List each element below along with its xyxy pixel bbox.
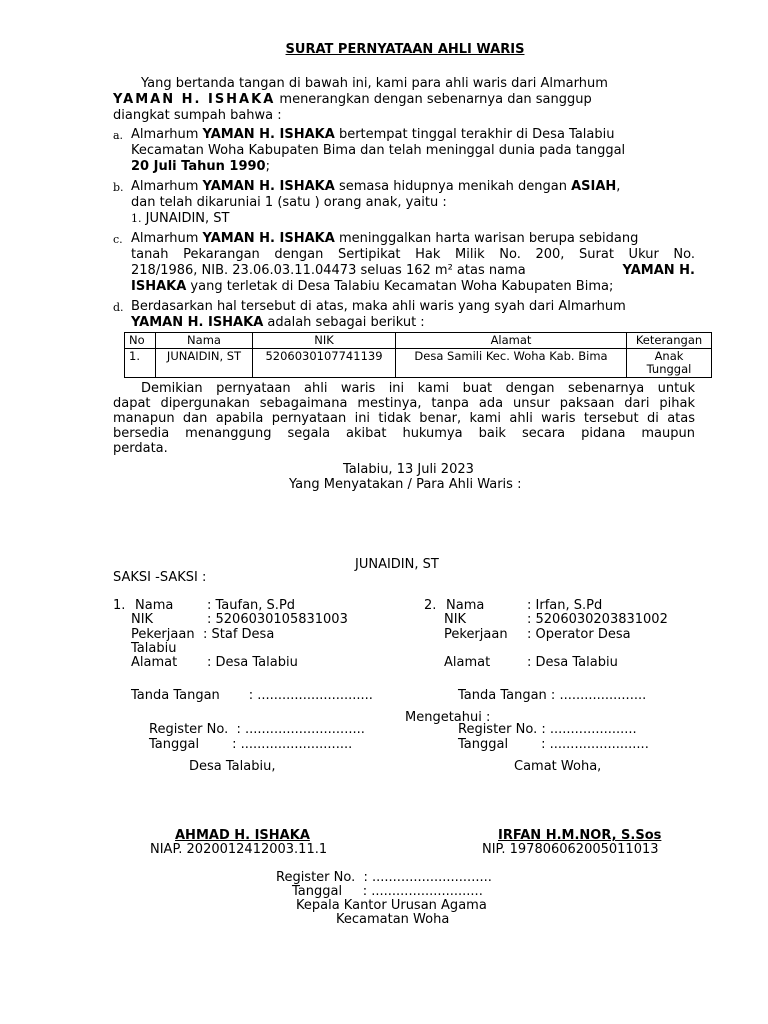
intro-text-2: menerangkan dengan sebenarnya dan sanggup — [279, 92, 592, 107]
table-cell-alamat: Desa Samili Kec. Woha Kab. Bima — [396, 349, 627, 378]
witness2-alamat-label: Alamat — [444, 655, 491, 670]
witness2-alamat: : Desa Talabiu — [527, 655, 618, 670]
mengetahui-label: Mengetahui : — [405, 710, 491, 725]
table-header: Alamat — [396, 333, 627, 349]
table-cell-no: 1. — [125, 349, 156, 378]
witness2-num: 2. — [424, 598, 437, 613]
place-date: Talabiu, 13 Juli 2023 — [343, 462, 474, 477]
table-cell-nik: 5206030107741139 — [253, 349, 396, 378]
right-tanggal: Tanggal : ........................ — [458, 737, 649, 752]
item-c-marker: c. — [113, 233, 123, 246]
kua-district: Kecamatan Woha — [336, 912, 450, 927]
declarant-name: JUNAIDIN, ST — [355, 557, 439, 572]
witness1-pek: : Staf Desa — [203, 627, 275, 642]
kua-title: Kepala Kantor Urusan Agama — [296, 898, 487, 913]
witness-heading: SAKSI -SAKSI : — [113, 570, 207, 585]
deceased-name: YAMAN H. ISHAKA — [202, 127, 335, 142]
witness1-nik-label: NIK — [131, 612, 154, 627]
witness1-pek-label: Pekerjaan — [131, 627, 195, 642]
witness1-nik: : 5206030105831003 — [207, 612, 348, 627]
left-register: Register No. : ............................. — [149, 722, 365, 737]
table-row — [125, 349, 712, 378]
right-official-name: IRFAN H.M.NOR, S.Sos — [498, 828, 662, 843]
witness2-pek-label: Pekerjaan — [444, 627, 508, 642]
owner-name: YAMAN H. — [622, 263, 695, 278]
witness2-nama: : Irfan, S.Pd — [527, 598, 603, 613]
item-d-line-1: Berdasarkan hal tersebut di atas, maka ahli waris yang syah dari Almarhum — [131, 299, 626, 314]
intro-line-1 — [141, 76, 608, 92]
closing-line-4: bersedia menanggung segala akibat hukumya baik secara pidana maupun — [113, 426, 695, 441]
intro-line-3: diangkat sumpah bahwa : — [113, 108, 282, 123]
item-b-marker: b. — [113, 181, 124, 194]
table-header: Keterangan — [627, 333, 712, 349]
left-tanggal: Tanggal : ........................... — [149, 737, 353, 752]
item-a-line-1: Almarhum YAMAN H. ISHAKA bertempat tinggal terakhir di Desa Talabiu — [131, 127, 615, 142]
child-name: JUNAIDIN, ST — [145, 211, 230, 226]
item-a-line-3: 20 Juli Tahun 1990; — [131, 159, 270, 174]
item-c-line-3: 218/1986, NIB. 23.06.03.11.04473 seluas 162 m² atas nama YAMAN H. — [131, 263, 695, 278]
witness1-alamat-label: Alamat — [131, 655, 178, 670]
witness2-nik-label: NIK — [444, 612, 467, 627]
witness2-nama-label: Nama — [446, 598, 485, 613]
deceased-name: YAMAN H. ISHAKA — [202, 231, 335, 246]
witness1-nama: : Taufan, S.Pd — [207, 598, 296, 613]
left-office: Desa Talabiu, — [189, 759, 276, 774]
spouse-name: ASIAH — [571, 179, 617, 194]
item-c-line-2: tanah Pekarangan dengan Sertipikat Hak Milik No. 200, Surat Ukur No. — [131, 247, 695, 262]
heirs-table — [124, 332, 712, 378]
table-header: No — [125, 333, 156, 349]
witness1-signature: Tanda Tangan : ............................ — [131, 688, 373, 703]
right-nip: NIP. 197806062005011013 — [482, 842, 659, 857]
table-cell-nama: JUNAIDIN, ST — [156, 349, 253, 378]
table-header: NIK — [253, 333, 396, 349]
bottom-tanggal: Tanggal : ........................... — [292, 884, 483, 899]
closing-line-1: Demikian pernyataan ahli waris ini kami buat dengan sebenarnya untuk — [141, 381, 695, 396]
item-d-line-2: YAMAN H. ISHAKA adalah sebagai berikut : — [131, 315, 425, 330]
item-a-marker: a. — [113, 129, 124, 142]
witness2-nik: : 5206030203831002 — [527, 612, 668, 627]
document-title: SURAT PERNYATAAN AHLI WARIS — [285, 42, 525, 57]
item-a-line-2: Kecamatan Woha Kabupaten Bima dan telah meninggal dunia pada tanggal — [131, 143, 626, 158]
left-niap: NIAP. 2020012412003.11.1 — [150, 842, 328, 857]
deceased-name: YAMAN H. ISHAKA — [202, 179, 335, 194]
witness1-pek-2: Talabiu — [131, 641, 177, 656]
item-c-line-4: ISHAKA yang terletak di Desa Talabiu Kecamatan Woha Kabupaten Bima; — [131, 279, 614, 294]
item-b-line-1: Almarhum YAMAN H. ISHAKA semasa hidupnya menikah dengan ASIAH, — [131, 179, 621, 194]
right-office: Camat Woha, — [514, 759, 602, 774]
item-c-line-1: Almarhum YAMAN H. ISHAKA meninggalkan harta warisan berupa sebidang — [131, 231, 639, 246]
closing-line-2: dapat dipergunakan sebagaimana mestinya, tanpa ada unsur paksaan dari pihak — [113, 396, 695, 411]
deceased-name: YAMAN H. ISHAKA — [113, 92, 276, 107]
table-cell-keterangan: Anak Tunggal — [627, 349, 712, 378]
table-header: Nama — [156, 333, 253, 349]
witness1-alamat: : Desa Talabiu — [207, 655, 298, 670]
closing-line-3: manapun dan apabila pernyataan ini tidak benar, kami ahli waris tersebut di atas — [113, 411, 695, 426]
deceased-name: YAMAN H. ISHAKA — [131, 315, 264, 330]
intro-line-2 — [113, 92, 592, 108]
witness2-pek: : Operator Desa — [527, 627, 631, 642]
item-b-child: 1. JUNAIDIN, ST — [131, 211, 230, 226]
death-date: 20 Juli Tahun 1990 — [131, 159, 266, 174]
witness1-nama-label: Nama — [135, 598, 174, 613]
table-header-row — [125, 333, 712, 349]
closing-line-5: perdata. — [113, 441, 168, 456]
witness2-signature: Tanda Tangan : ..................... — [458, 688, 647, 703]
declarant-label: Yang Menyatakan / Para Ahli Waris : — [289, 477, 522, 492]
item-d-marker: d. — [113, 301, 124, 314]
witness1-num: 1. — [113, 598, 126, 613]
bottom-register: Register No. : ............................. — [276, 870, 492, 885]
left-official-name: AHMAD H. ISHAKA — [175, 828, 310, 843]
right-register: Register No. : ..................... — [458, 722, 637, 737]
intro-text: Yang bertanda tangan di bawah ini, kami para ahli waris dari Almarhum — [141, 76, 608, 91]
item-b-line-2: dan telah dikaruniai 1 (satu ) orang anak, yaitu : — [131, 195, 447, 210]
